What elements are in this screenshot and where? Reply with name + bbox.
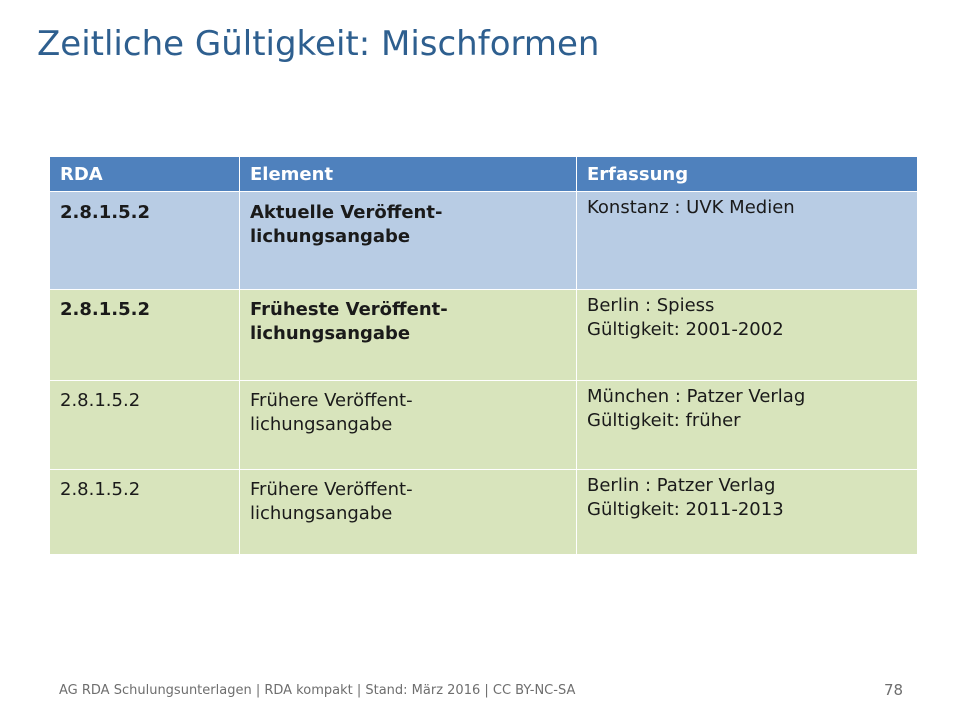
cell-element-line: Frühere Veröffent-: [250, 390, 413, 411]
cell-element-line: Früheste Veröffent-: [250, 299, 448, 320]
slide-title: Zeitliche Gültigkeit: Mischformen: [37, 24, 600, 64]
cell-element-line: lichungsangabe: [250, 503, 393, 524]
table-row: [50, 192, 918, 290]
cell-element-line: Aktuelle Veröffent-: [250, 202, 443, 223]
cell-rda: 2.8.1.5.2: [50, 192, 240, 290]
header-erfassung: Erfassung: [577, 157, 918, 192]
cell-erfassung-line: Berlin : Patzer Verlag: [587, 475, 776, 496]
cell-element: [240, 192, 577, 290]
table-row: [50, 381, 918, 470]
page-number: 78: [884, 681, 904, 699]
cell-erfassung-line: München : Patzer Verlag: [587, 386, 806, 407]
cell-erfassung-line: Gültigkeit: früher: [587, 410, 741, 431]
cell-element: [240, 290, 577, 381]
cell-erfassung-line: Gültigkeit: 2001-2002: [587, 319, 784, 340]
table-row: [50, 470, 918, 555]
cell-erfassung-line: Berlin : Spiess: [587, 295, 715, 316]
cell-element: [240, 381, 577, 470]
footer-text: AG RDA Schulungsunterlagen | RDA kompakt | Stand: März 2016 | CC BY-NC-SA: [59, 683, 576, 698]
table-row: [50, 290, 918, 381]
table-header-row: [50, 157, 918, 192]
header-rda: RDA: [50, 157, 240, 192]
cell-element-line: lichungsangabe: [250, 323, 411, 344]
cell-element: [240, 470, 577, 555]
header-element: Element: [240, 157, 577, 192]
cell-element-line: Frühere Veröffent-: [250, 479, 413, 500]
rda-table: [49, 156, 918, 555]
cell-erfassung-line: Gültigkeit: 2011-2013: [587, 499, 784, 520]
cell-rda: 2.8.1.5.2: [50, 381, 240, 470]
cell-element-line: lichungsangabe: [250, 414, 393, 435]
cell-erfassung: [577, 381, 918, 470]
cell-erfassung: [577, 192, 918, 290]
cell-erfassung: [577, 470, 918, 555]
cell-erfassung: [577, 290, 918, 381]
cell-element-line: lichungsangabe: [250, 226, 411, 247]
cell-erfassung-line: Konstanz : UVK Medien: [587, 197, 795, 218]
cell-rda: 2.8.1.5.2: [50, 470, 240, 555]
cell-rda: 2.8.1.5.2: [50, 290, 240, 381]
